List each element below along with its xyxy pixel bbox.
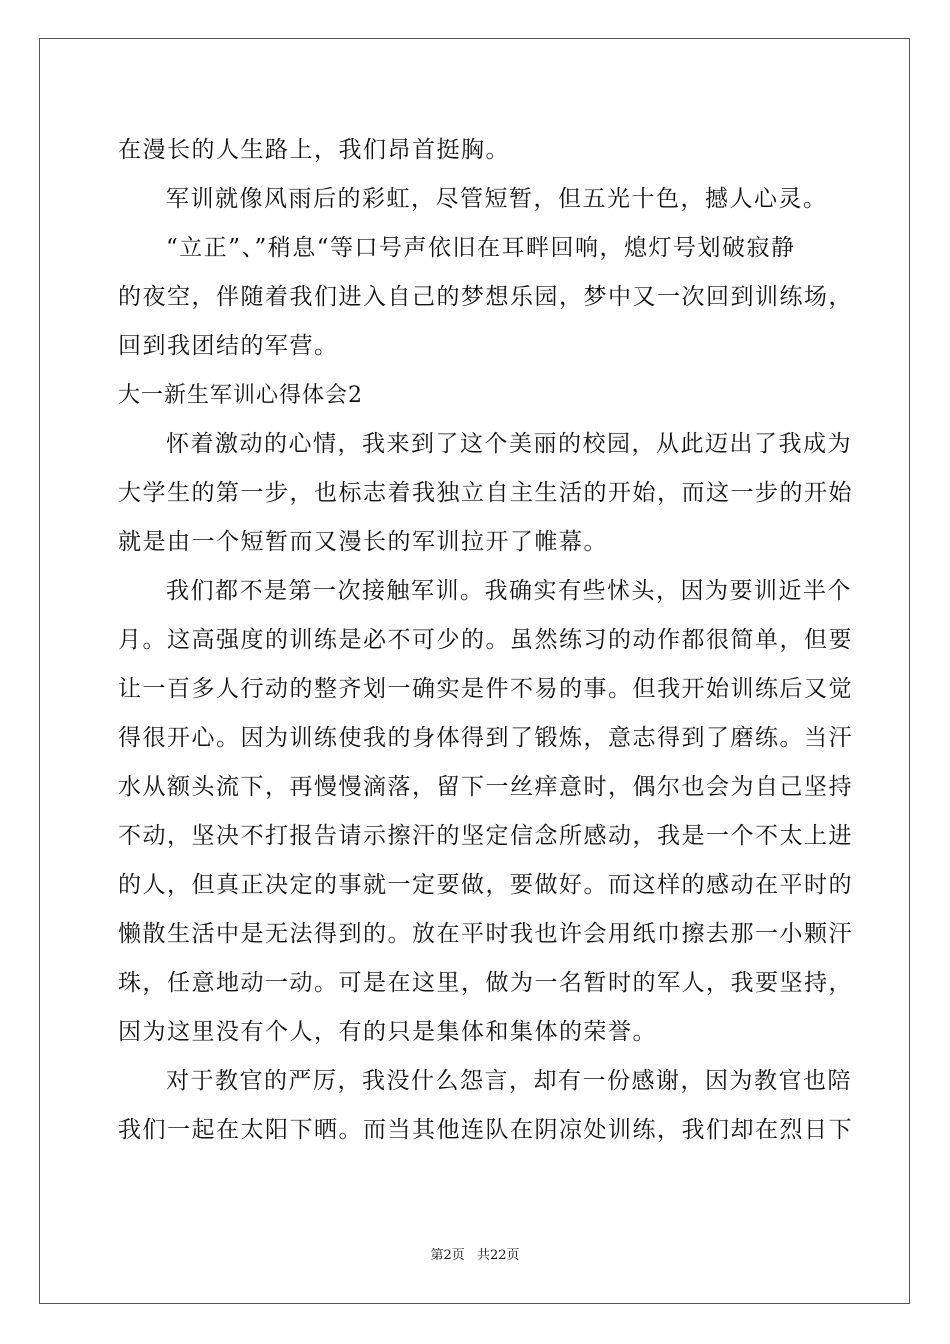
paragraph-line: 让一百多人行动的整齐划一确实是件不易的事。但我开始训练后又觉 — [118, 676, 853, 702]
paragraph-line: 月。这高强度的训练是必不可少的。虽然练习的动作都很简单，但要 — [118, 627, 853, 653]
paragraph-line: 的人，但真正决定的事就一定要做，要做好。而这样的感动在平时的 — [118, 872, 853, 898]
document-body — [118, 126, 853, 1155]
paragraph-line: 懒散生活中是无法得到的。放在平时我也许会用纸巾擦去那一小颗汗 — [118, 921, 853, 947]
paragraph-line: 大学生的第一步，也标志着我独立自主生活的开始，而这一步的开始 — [118, 480, 853, 506]
paragraph-line: 得很开心。因为训练使我的身体得到了锻炼，意志得到了磨练。当汗 — [118, 725, 853, 751]
page-total: 共22页 — [476, 1248, 520, 1263]
paragraph-line: 因为这里没有个人，有的只是集体和集体的荣誉。 — [118, 1019, 657, 1045]
paragraph-line: 不动，坚决不打报告请示擦汗的坚定信念所感动，我是一个不太上进 — [118, 823, 853, 849]
page-footer — [0, 1246, 950, 1266]
paragraph-line: 水从额头流下，再慢慢滴落，留下一丝痒意时，偶尔也会为自己坚持 — [118, 774, 853, 800]
paragraph-line: 的夜空，伴随着我们进入自己的梦想乐园，梦中又一次回到训练场， — [118, 284, 853, 310]
paragraph-line: “立正”、”稍息“等口号声依旧在耳畔回响，熄灯号划破寂静 — [166, 235, 796, 261]
paragraph-line: 珠，任意地动一动。可是在这里，做为一名暂时的军人，我要坚持， — [118, 970, 853, 996]
section-heading: 大一新生军训心得体会2 — [118, 383, 363, 408]
paragraph-line: 回到我团结的军营。 — [118, 333, 339, 359]
page-number: 第2页 — [430, 1248, 465, 1263]
paragraph-line: 我们一起在太阳下晒。而当其他连队在阴凉处训练，我们却在烈日下 — [118, 1117, 853, 1143]
paragraph-line: 在漫长的人生路上，我们昂首挺胸。 — [118, 137, 510, 163]
paragraph-line: 对于教官的严厉，我没什么怨言，却有一份感谢，因为教官也陪 — [166, 1068, 852, 1094]
paragraph-line: 我们都不是第一次接触军训。我确实有些怵头，因为要训近半个 — [166, 578, 852, 604]
paragraph-line: 就是由一个短暂而又漫长的军训拉开了帷幕。 — [118, 529, 608, 555]
paragraph-line: 军训就像风雨后的彩虹，尽管短暂，但五光十色，撼人心灵。 — [166, 186, 828, 212]
paragraph-line: 怀着激动的心情，我来到了这个美丽的校园，从此迈出了我成为 — [166, 431, 852, 457]
